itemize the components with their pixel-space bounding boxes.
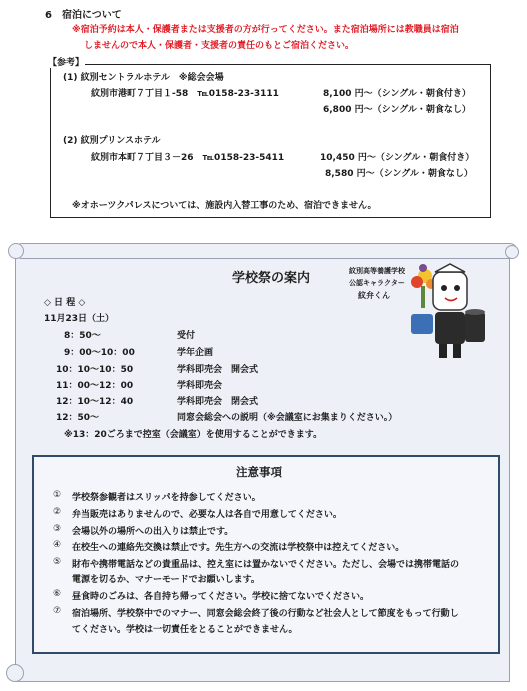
- hotel2-price-with-breakfast: 10,450 円～（シングル・朝食付き）: [320, 153, 475, 163]
- notice-item-text: 財布や携帯電話などの貴重品は、控え室には置かないでください。ただし、会場では携帯電話の: [72, 560, 460, 570]
- notice-item-text: 昼食時のごみは、各自持ち帰ってください。学校に捨てないでください。: [72, 592, 370, 602]
- notice-item-text: 在校生への連絡先交換は禁止です。先生方への交流は学校祭中は控えてください。: [72, 543, 405, 553]
- schedule-time: 12：50～: [56, 413, 100, 423]
- scroll-top-roll: [15, 243, 517, 259]
- notice-number: ④: [53, 540, 62, 550]
- scroll-curl-right: [505, 245, 519, 259]
- festival-title: 学校祭の案内: [232, 271, 311, 286]
- hotel1-price-no-breakfast: 6,800 円～（シングル・朝食なし）: [323, 105, 471, 115]
- notice-item-text: 会場以外の場所への出入りは禁止です。: [72, 527, 234, 537]
- mascot-caption-school: 紋別高等養護学校: [349, 267, 405, 275]
- schedule-time: 12：10～12：40: [56, 397, 134, 407]
- schedule-heading: ◇ 日 程 ◇: [44, 298, 86, 308]
- notice-title: 注意事項: [236, 465, 282, 479]
- lodging-footnote: ※オホーツクパレスについては、施設内入替工事のため、宿泊できません。: [72, 201, 377, 211]
- hotel2-name: (2) 紋別プリンスホテル: [63, 136, 161, 146]
- notice-item-text: 学校祭参観者はスリッパを持参してください。: [72, 493, 261, 503]
- reference-label: 【参考】: [47, 55, 85, 68]
- scroll-curl-bottom: [6, 664, 24, 682]
- schedule-event: 学年企画: [177, 348, 214, 358]
- schedule-time: 8：50～: [64, 331, 101, 341]
- festival-date: 11月23日（土）: [44, 314, 115, 324]
- notice-number: ①: [53, 490, 62, 500]
- notice-item-text: 宿泊場所、学校祭中でのマナー、同窓会総会終了後の行動など社会人として節度をもって行動し: [72, 609, 459, 619]
- lodging-note-line1: ※宿泊予約は本人・保護者または支援者の方が行ってください。また宿泊場所には教職員は宿泊: [72, 25, 459, 35]
- schedule-event: 学科即売会 閉会式: [177, 397, 259, 407]
- notice-number: ⑥: [53, 589, 62, 599]
- mascot-caption-official: 公認キャラクター: [349, 279, 405, 287]
- mascot-name: 紋弁くん: [358, 291, 390, 300]
- schedule-event: 学科即売会: [177, 381, 223, 391]
- schedule-time: 9：00～10：00: [64, 348, 135, 358]
- notice-number: ②: [53, 507, 62, 517]
- mascot-illustration: [405, 262, 493, 362]
- schedule-event: 学科即売会 開会式: [177, 365, 259, 375]
- hotel1-name: (1) 紋別セントラルホテル ※総会会場: [63, 73, 224, 83]
- hotel2-address: 紋別市本町７丁目３－26 ℡0158-23-5411: [91, 153, 285, 163]
- schedule-event: 受付: [177, 331, 196, 341]
- lodging-heading: 6 宿泊について: [45, 10, 122, 21]
- lodging-note-line2: しませんので本人・保護者・支援者の責任のもとご宿泊ください。: [84, 41, 355, 51]
- hotel1-address: 紋別市港町７丁目１-58 ℡0158-23-3111: [91, 89, 279, 99]
- notice-item-text: 弁当販売はありませんので、必要な人は各自で用意してください。: [72, 510, 342, 520]
- hotel1-price-with-breakfast: 8,100 円～（シングル・朝食付き）: [323, 89, 471, 99]
- schedule-event: 同窓会総会への説明（※会議室にお集まりください。）: [177, 413, 398, 423]
- notice-number: ⑤: [53, 557, 62, 567]
- notice-item-text-cont: てください。学校は一切責任をとることができません。: [72, 625, 298, 635]
- schedule-time: 10：10～10：50: [56, 365, 134, 375]
- schedule-note: ※13：20ごろまで控室（会議室）を使用することができます。: [64, 430, 323, 440]
- notice-item-text-cont: 電源を切るか、マナーモードでお願いします。: [72, 575, 260, 585]
- notice-number: ③: [53, 524, 62, 534]
- schedule-time: 11：00～12：00: [56, 381, 134, 391]
- scroll-curl-left: [8, 243, 24, 259]
- hotel2-price-no-breakfast: 8,580 円～（シングル・朝食なし）: [325, 169, 473, 179]
- notice-number: ⑦: [53, 606, 62, 616]
